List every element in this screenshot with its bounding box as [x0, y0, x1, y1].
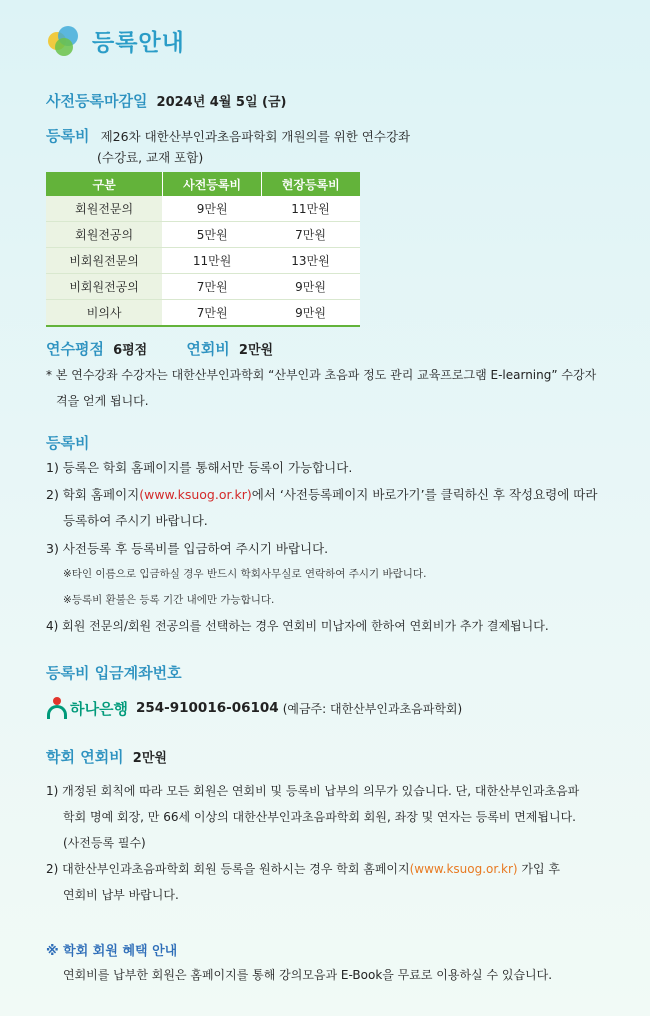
column-header: 사전등록비 [163, 172, 262, 196]
table-row [46, 300, 360, 327]
column-header: 현장등록비 [262, 172, 360, 196]
fee-label: 등록비 [46, 127, 90, 145]
table-cell: 11만원 [262, 196, 360, 222]
table-cell: 7만원 [163, 300, 262, 327]
annual-dues-row [46, 746, 167, 767]
column-header: 구분 [46, 172, 163, 196]
dues-item-1: 1) 개정된 회칙에 따라 모든 회원은 연회비 및 등록비 납부의 의무가 있습니다. 단, 대한산부인과초음파 [46, 784, 580, 798]
table-header-row [46, 172, 360, 196]
account-holder: (예금주: 대한산부인과초음파학회) [282, 701, 463, 716]
table-cell: 7만원 [163, 274, 262, 300]
benefit-text: 연회비를 납부한 회원은 홈페이지를 통해 강의모음과 E-Book을 무료로 이용하실 수 있습니다. [63, 968, 553, 982]
dues-item-2-line2: 연회비 납부 바랍니다. [63, 888, 179, 902]
credits-value: 6평점 [113, 343, 148, 358]
credits-note: * 본 연수강좌 수강자는 대한산부인과학회 “산부인과 초음파 정도 관리 교육프로그램 E-learning” 수강자 [46, 368, 597, 382]
table-cell: 비의사 [46, 300, 163, 327]
annual-dues-amount: 2만원 [132, 751, 167, 766]
page-header [46, 20, 185, 60]
table-cell: 회원전문의 [46, 196, 163, 222]
reg-item-1: 1) 등록은 학회 홈페이지를 통해서만 등록이 가능합니다. [46, 460, 353, 475]
account-number: 254-910016-06104 [135, 700, 279, 716]
dues-item-1-line3: (사전등록 필수) [63, 836, 146, 850]
credits-label: 연수평점 [46, 340, 104, 358]
table-cell: 7만원 [262, 222, 360, 248]
account-title: 등록비 입금계좌번호 [46, 664, 182, 682]
table-cell: 9만원 [163, 196, 262, 222]
website-link[interactable]: (www.ksuog.or.kr) [409, 862, 518, 876]
reg-note-1: ※타인 이름으로 입금하실 경우 반드시 학회사무실로 연락하여 주시기 바랍니다. [63, 568, 427, 580]
website-link[interactable]: (www.ksuog.or.kr) [139, 487, 252, 502]
deadline-label: 사전등록마감일 [46, 92, 148, 110]
dues-value: 2만원 [238, 343, 274, 358]
reg-item-2-text: 2) 학회 홈페이지 [46, 487, 140, 502]
table-cell: 9만원 [262, 274, 360, 300]
table-cell: 5만원 [163, 222, 262, 248]
table-row [46, 196, 360, 222]
credits-row [46, 338, 273, 359]
table-cell: 회원전공의 [46, 222, 163, 248]
deadline-value: 2024년 4월 5일 (금) [156, 95, 287, 110]
table-row [46, 248, 360, 274]
credits-note-cont: 격을 얻게 됩니다. [56, 394, 149, 408]
table-row [46, 274, 360, 300]
table-cell: 11만원 [163, 248, 262, 274]
annual-dues-title: 학회 연회비 [46, 748, 124, 766]
dues-item-2 [46, 860, 560, 877]
reg-item-3: 3) 사전등록 후 등록비를 입금하여 주시기 바랍니다. [46, 541, 329, 556]
fee-description: 제26차 대한산부인과초음파학회 개원의를 위한 연수강좌 [100, 129, 411, 144]
fee-note: (수강료, 교재 포함) [97, 150, 204, 165]
fee-table [46, 172, 360, 327]
dues-item-2-text: 2) 대한산부인과초음파학회 회원 등록을 원하시는 경우 학회 홈페이지 [46, 862, 410, 876]
table-cell: 13만원 [262, 248, 360, 274]
reg-item-2-text-cont: 에서 ‘사전등록페이지 바로가기’를 클릭하신 후 작성요령에 따라 [251, 487, 598, 502]
benefit-title: ※ 학회 회원 혜택 안내 [46, 944, 178, 959]
page-title: 등록안내 [92, 29, 185, 56]
reg-note-2: ※등록비 환불은 등록 기간 내에만 가능합니다. [63, 594, 275, 606]
table-cell: 비회원전공의 [46, 274, 163, 300]
logo-icon [46, 22, 82, 58]
reg-item-4: 4) 회원 전문의/회원 전공의를 선택하는 경우 연회비 미납자에 한하여 연회비가 추가 결제됩니다. [46, 619, 549, 633]
reg-item-2-line2: 등록하여 주시기 바랍니다. [63, 513, 208, 528]
reg-title: 등록비 [46, 434, 90, 452]
table-cell: 비회원전문의 [46, 248, 163, 274]
hana-bank-icon [46, 697, 68, 719]
deadline-row [46, 90, 287, 111]
reg-item-2 [46, 485, 597, 503]
fee-row [46, 125, 410, 146]
table-row [46, 222, 360, 248]
dues-item-2-text-cont: 가입 후 [517, 862, 560, 876]
bank-name: 하나은행 [70, 699, 128, 718]
dues-item-1-line2: 학회 명예 회장, 만 66세 이상의 대한산부인과초음파학회 회원, 좌장 및 연자는 등록비 면제됩니다. [63, 810, 576, 824]
account-row [46, 697, 462, 719]
dues-label: 연회비 [186, 340, 230, 358]
table-cell: 9만원 [262, 300, 360, 327]
